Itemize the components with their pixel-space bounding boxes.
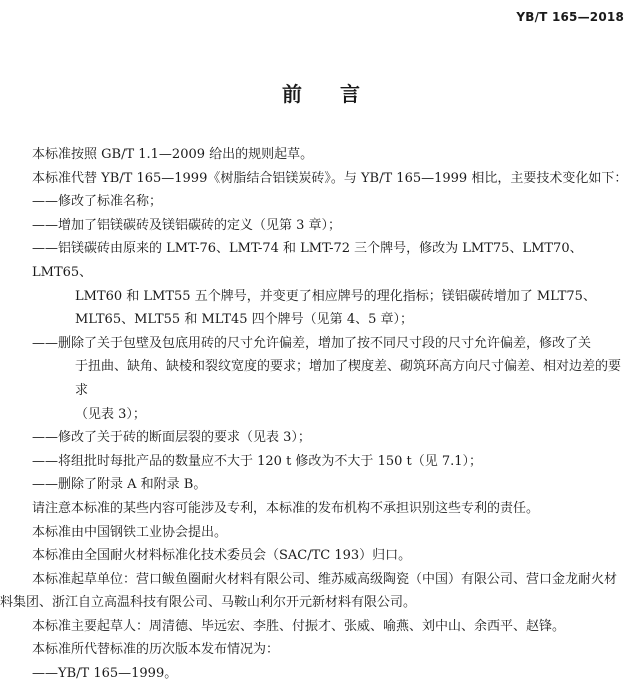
paragraph-under-jurisdiction: 本标准由全国耐火材料标准化技术委员会（SAC/TC 193）归口。 [32,548,412,564]
paragraph-previous-editions: 本标准所代替标准的历次版本发布情况为： [32,642,280,658]
paragraph-replaces: 本标准代替 YB/T 165—1999《树脂结合铝镁炭砖》。与 YB/T 165—1999 相比，主要技术变化如下： [32,170,628,186]
change-line: ——增加了铝镁碳砖及镁铝碳砖的定义（见第 3 章）； [32,217,342,233]
change-line: ——删除了附录 A 和附录 B。 [32,477,207,493]
change-line: （见表 3）； [75,406,146,422]
change-item [32,332,632,426]
change-line: ——删除了关于包壁及包底用砖的尺寸允许偏差，增加了按不同尺寸段的尺寸允许偏差，修改了关 [32,335,592,351]
change-line: ——修改了标准名称； [32,194,163,210]
paragraph-previous-edition-item: ——YB/T 165—1999。 [32,666,178,682]
change-item [32,190,632,214]
change-line: LMT60 和 LMT55 五个牌号，并变更了相应牌号的理化指标；镁铝碳砖增加了 MLT75、 [75,288,596,304]
paragraph-proposed-by: 本标准由中国钢铁工业协会提出。 [32,524,228,540]
change-line: ——将组批时每批产品的数量应不大于 120 t 修改为不大于 150 t（见 7.1）； [32,453,483,469]
page-title: 前言 [282,82,398,106]
paragraph-drafters: 本标准主要起草人：周清德、毕远宏、李胜、付振才、张威、喻燕、刘中山、余西平、赵锋。 [32,618,566,634]
drafting-units-line: 本标准起草单位：营口鲅鱼圈耐火材料有限公司、维苏威高级陶瓷（中国）有限公司、营口金龙耐火材 [32,571,618,587]
foreword-body [0,143,632,686]
change-item [32,473,632,497]
paragraph-patent-notice: 请注意本标准的某些内容可能涉及专利，本标准的发布机构不承担识别这些专利的责任。 [32,500,540,516]
change-line: ——铝镁碳砖由原来的 LMT-76、LMT-74 和 LMT-72 三个牌号，修改为 LMT75、LMT70、LMT65、 [32,241,583,280]
paragraph-drafting-rules: 本标准按照 GB/T 1.1—2009 给出的规则起草。 [32,147,314,162]
standard-code: YB/T 165—2018 [516,10,624,24]
change-item [32,450,632,474]
change-item [32,214,632,238]
drafting-units-line: 料集团、浙江自立高温科技有限公司、马鞍山利尔开元新材料有限公司。 [0,595,417,611]
change-line: 于扭曲、缺角、缺棱和裂纹宽度的要求；增加了楔度差、砌筑环高方向尺寸偏差、相对边差的要求 [75,359,622,398]
change-line: ——修改了关于砖的断面层裂的要求（见表 3）； [32,430,311,446]
change-item [32,237,632,331]
change-item [32,426,632,450]
paragraph-drafting-units [0,568,632,615]
change-line: MLT65、MLT55 和 MLT45 四个牌号（见第 4、5 章）； [75,312,413,328]
